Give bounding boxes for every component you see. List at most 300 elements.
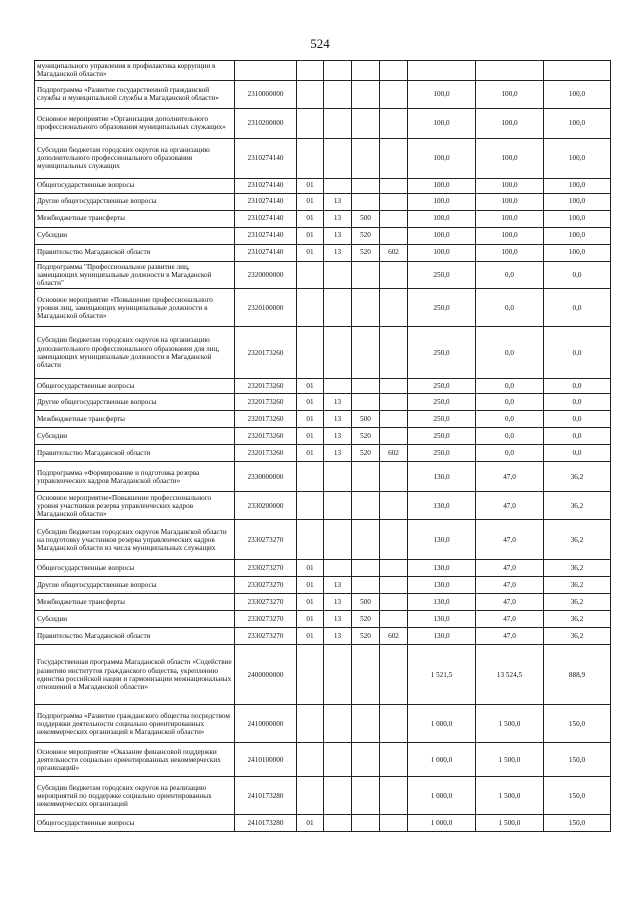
row-year2: 1 500,0 bbox=[476, 777, 544, 815]
row-csr: 2310274140 bbox=[235, 210, 297, 227]
row-gr bbox=[380, 594, 408, 611]
table-row bbox=[35, 492, 611, 520]
row-pr bbox=[324, 80, 352, 108]
row-year2: 1 500,0 bbox=[476, 743, 544, 777]
row-csr: 2310200000 bbox=[235, 108, 297, 138]
row-gr bbox=[380, 289, 408, 327]
table-row bbox=[35, 411, 611, 428]
row-csr: 2410173280 bbox=[235, 815, 297, 832]
row-csr bbox=[235, 61, 297, 81]
row-year1: 130,0 bbox=[408, 577, 476, 594]
row-rz: 01 bbox=[297, 445, 324, 462]
row-year3: 150,0 bbox=[544, 777, 611, 815]
row-year3: 36,2 bbox=[544, 611, 611, 628]
row-gr bbox=[380, 411, 408, 428]
table-row bbox=[35, 743, 611, 777]
row-rz bbox=[297, 777, 324, 815]
row-name: Другие общегосударственные вопросы bbox=[35, 394, 235, 411]
row-gr bbox=[380, 560, 408, 577]
row-csr: 2320173260 bbox=[235, 428, 297, 445]
row-pr: 13 bbox=[324, 445, 352, 462]
row-pr: 13 bbox=[324, 210, 352, 227]
row-gr bbox=[380, 492, 408, 520]
row-gr bbox=[380, 138, 408, 178]
row-pr bbox=[324, 462, 352, 492]
table-row bbox=[35, 577, 611, 594]
table-body bbox=[35, 61, 611, 832]
row-year3: 36,2 bbox=[544, 577, 611, 594]
row-year1: 130,0 bbox=[408, 520, 476, 560]
row-name: Межбюджетные трансферты bbox=[35, 210, 235, 227]
table-row bbox=[35, 777, 611, 815]
table-row bbox=[35, 327, 611, 379]
row-vr bbox=[352, 379, 380, 394]
row-rz bbox=[297, 743, 324, 777]
row-year1: 250,0 bbox=[408, 289, 476, 327]
row-name: Основное мероприятие «Повышение профессионального уровня лиц, замещающих муниципальные должности в Магаданской области» bbox=[35, 289, 235, 327]
row-year2: 1 500,0 bbox=[476, 705, 544, 743]
row-rz: 01 bbox=[297, 411, 324, 428]
row-vr bbox=[352, 645, 380, 705]
row-csr: 2330273270 bbox=[235, 594, 297, 611]
row-year2: 0,0 bbox=[476, 379, 544, 394]
row-vr: 520 bbox=[352, 244, 380, 261]
row-year2: 0,0 bbox=[476, 327, 544, 379]
row-gr bbox=[380, 80, 408, 108]
row-csr: 2320000000 bbox=[235, 261, 297, 289]
row-pr: 13 bbox=[324, 244, 352, 261]
row-csr: 2320100000 bbox=[235, 289, 297, 327]
row-year2: 0,0 bbox=[476, 394, 544, 411]
row-pr bbox=[324, 61, 352, 81]
row-year2: 47,0 bbox=[476, 560, 544, 577]
row-year2: 47,0 bbox=[476, 577, 544, 594]
row-name: Государственная программа Магаданской области «Содействие развитию институтов гражданского общества, укреплению единства российской нации и гармонизации межнациональных отношений в Магаданской области» bbox=[35, 645, 235, 705]
row-rz: 01 bbox=[297, 210, 324, 227]
table-row bbox=[35, 379, 611, 394]
row-year1: 1 000,0 bbox=[408, 777, 476, 815]
row-csr: 2310274140 bbox=[235, 244, 297, 261]
row-csr: 2330273270 bbox=[235, 577, 297, 594]
row-vr bbox=[352, 777, 380, 815]
row-gr bbox=[380, 577, 408, 594]
row-year2: 47,0 bbox=[476, 594, 544, 611]
row-rz bbox=[297, 492, 324, 520]
row-csr: 2330273270 bbox=[235, 560, 297, 577]
row-csr: 2330200000 bbox=[235, 492, 297, 520]
row-year2: 100,0 bbox=[476, 138, 544, 178]
row-year3: 0,0 bbox=[544, 327, 611, 379]
row-gr bbox=[380, 743, 408, 777]
row-year3: 0,0 bbox=[544, 379, 611, 394]
row-pr: 13 bbox=[324, 594, 352, 611]
row-gr bbox=[380, 327, 408, 379]
row-pr: 13 bbox=[324, 611, 352, 628]
row-csr: 2320173260 bbox=[235, 327, 297, 379]
row-name: Правительство Магаданской области bbox=[35, 244, 235, 261]
row-rz bbox=[297, 520, 324, 560]
row-gr bbox=[380, 394, 408, 411]
row-rz: 01 bbox=[297, 379, 324, 394]
table-row bbox=[35, 462, 611, 492]
row-name: Общегосударственные вопросы bbox=[35, 379, 235, 394]
table-row bbox=[35, 261, 611, 289]
row-pr bbox=[324, 327, 352, 379]
row-pr: 13 bbox=[324, 628, 352, 645]
row-year1 bbox=[408, 61, 476, 81]
row-year1: 250,0 bbox=[408, 445, 476, 462]
row-year3: 36,2 bbox=[544, 560, 611, 577]
row-vr bbox=[352, 815, 380, 832]
row-name: Субсидии бюджетам городских округов на организацию дополнительного профессионального образования муниципальных служащих bbox=[35, 138, 235, 178]
row-vr: 520 bbox=[352, 227, 380, 244]
row-pr bbox=[324, 743, 352, 777]
row-year3: 888,9 bbox=[544, 645, 611, 705]
row-year3: 150,0 bbox=[544, 705, 611, 743]
row-vr bbox=[352, 520, 380, 560]
row-year2: 100,0 bbox=[476, 244, 544, 261]
row-year1: 1 000,0 bbox=[408, 815, 476, 832]
table-row bbox=[35, 138, 611, 178]
row-year1: 130,0 bbox=[408, 462, 476, 492]
row-name: Подпрограмма «Развитие государственной гражданской службы и муниципальной службы в Магаданской области» bbox=[35, 80, 235, 108]
row-year2: 1 500,0 bbox=[476, 815, 544, 832]
row-year1: 130,0 bbox=[408, 628, 476, 645]
row-rz bbox=[297, 289, 324, 327]
row-gr bbox=[380, 428, 408, 445]
row-name: Субсидии bbox=[35, 227, 235, 244]
row-year2: 0,0 bbox=[476, 428, 544, 445]
row-year1: 250,0 bbox=[408, 394, 476, 411]
row-name: Правительство Магаданской области bbox=[35, 445, 235, 462]
row-name: Субсидии бюджетам городских округов Магаданской области на подготовку участников резерва управленческих кадров Магаданской области из числа муниципальных служащих bbox=[35, 520, 235, 560]
row-pr bbox=[324, 560, 352, 577]
row-csr: 2410100000 bbox=[235, 743, 297, 777]
row-name: Общегосударственные вопросы bbox=[35, 560, 235, 577]
row-pr bbox=[324, 520, 352, 560]
row-vr: 520 bbox=[352, 428, 380, 445]
table-row bbox=[35, 645, 611, 705]
row-gr bbox=[380, 815, 408, 832]
row-csr: 2310000000 bbox=[235, 80, 297, 108]
row-name: Межбюджетные трансферты bbox=[35, 411, 235, 428]
row-year2: 47,0 bbox=[476, 492, 544, 520]
row-csr: 2310274140 bbox=[235, 227, 297, 244]
row-vr: 520 bbox=[352, 628, 380, 645]
row-year3: 100,0 bbox=[544, 138, 611, 178]
table-row bbox=[35, 520, 611, 560]
row-year2: 100,0 bbox=[476, 210, 544, 227]
budget-table bbox=[34, 60, 611, 832]
row-vr bbox=[352, 80, 380, 108]
page-number: 524 bbox=[310, 36, 330, 51]
row-csr: 2330273270 bbox=[235, 520, 297, 560]
row-year1: 250,0 bbox=[408, 379, 476, 394]
table-row bbox=[35, 394, 611, 411]
row-pr: 13 bbox=[324, 193, 352, 210]
row-year1: 100,0 bbox=[408, 227, 476, 244]
table-row bbox=[35, 289, 611, 327]
row-gr bbox=[380, 61, 408, 81]
row-gr bbox=[380, 261, 408, 289]
row-year3: 100,0 bbox=[544, 178, 611, 193]
row-rz: 01 bbox=[297, 227, 324, 244]
row-year1: 250,0 bbox=[408, 428, 476, 445]
table-row bbox=[35, 61, 611, 81]
row-pr bbox=[324, 379, 352, 394]
row-year3: 150,0 bbox=[544, 815, 611, 832]
row-csr: 2320173260 bbox=[235, 379, 297, 394]
row-gr: 602 bbox=[380, 244, 408, 261]
row-year2: 100,0 bbox=[476, 80, 544, 108]
row-rz bbox=[297, 462, 324, 492]
row-rz bbox=[297, 327, 324, 379]
row-rz bbox=[297, 108, 324, 138]
row-csr: 2330273270 bbox=[235, 611, 297, 628]
row-csr: 2330273270 bbox=[235, 628, 297, 645]
row-gr bbox=[380, 108, 408, 138]
row-name: Подпрограмма "Профессиональное развитие лиц, замещающих муниципальные должности в Магаданской области" bbox=[35, 261, 235, 289]
row-vr bbox=[352, 560, 380, 577]
row-pr bbox=[324, 645, 352, 705]
row-name: Основное мероприятие«Повышение профессионального уровня участников резерва управленческих кадров Магаданской области» bbox=[35, 492, 235, 520]
table-row bbox=[35, 594, 611, 611]
row-year2: 47,0 bbox=[476, 520, 544, 560]
table-row bbox=[35, 108, 611, 138]
row-name: Подпрограмма «Формирование и подготовка резерва управленческих кадров Магаданской области» bbox=[35, 462, 235, 492]
row-year3: 100,0 bbox=[544, 80, 611, 108]
row-year1: 1 000,0 bbox=[408, 743, 476, 777]
row-pr bbox=[324, 777, 352, 815]
table-row bbox=[35, 560, 611, 577]
table-row bbox=[35, 428, 611, 445]
row-vr bbox=[352, 394, 380, 411]
row-vr: 500 bbox=[352, 411, 380, 428]
row-pr bbox=[324, 705, 352, 743]
row-year2: 0,0 bbox=[476, 445, 544, 462]
row-year1: 100,0 bbox=[408, 193, 476, 210]
row-gr bbox=[380, 705, 408, 743]
row-csr: 2310274140 bbox=[235, 178, 297, 193]
row-rz: 01 bbox=[297, 394, 324, 411]
row-gr: 602 bbox=[380, 628, 408, 645]
row-name: Субсидии bbox=[35, 428, 235, 445]
row-year1: 1 521,5 bbox=[408, 645, 476, 705]
row-year2: 47,0 bbox=[476, 462, 544, 492]
row-vr bbox=[352, 462, 380, 492]
row-year1: 100,0 bbox=[408, 108, 476, 138]
row-gr bbox=[380, 645, 408, 705]
row-rz bbox=[297, 61, 324, 81]
row-rz bbox=[297, 645, 324, 705]
table-row bbox=[35, 611, 611, 628]
row-rz: 01 bbox=[297, 193, 324, 210]
row-csr: 2330000000 bbox=[235, 462, 297, 492]
row-vr bbox=[352, 193, 380, 210]
table-row bbox=[35, 445, 611, 462]
row-name: Субсидии бюджетам городских округов на организацию дополнительного профессионального образования для лиц, замещающих муниципальные должности в Магаданской области bbox=[35, 327, 235, 379]
row-name: муниципального управления в профилактика коррупции в Магаданской области» bbox=[35, 61, 235, 81]
table-row bbox=[35, 705, 611, 743]
row-year3: 100,0 bbox=[544, 227, 611, 244]
row-pr bbox=[324, 289, 352, 327]
row-csr: 2320173260 bbox=[235, 445, 297, 462]
row-year3: 36,2 bbox=[544, 594, 611, 611]
row-year1: 130,0 bbox=[408, 594, 476, 611]
row-rz bbox=[297, 261, 324, 289]
row-year3: 100,0 bbox=[544, 108, 611, 138]
row-year3: 100,0 bbox=[544, 210, 611, 227]
row-rz: 01 bbox=[297, 594, 324, 611]
row-pr: 13 bbox=[324, 411, 352, 428]
row-year1: 130,0 bbox=[408, 492, 476, 520]
row-name: Другие общегосударственные вопросы bbox=[35, 193, 235, 210]
row-vr bbox=[352, 705, 380, 743]
row-year2: 100,0 bbox=[476, 108, 544, 138]
row-pr bbox=[324, 492, 352, 520]
row-year2 bbox=[476, 61, 544, 81]
row-vr bbox=[352, 327, 380, 379]
table-row bbox=[35, 815, 611, 832]
row-year3: 36,2 bbox=[544, 492, 611, 520]
table-row bbox=[35, 193, 611, 210]
row-gr bbox=[380, 379, 408, 394]
row-year1: 1 000,0 bbox=[408, 705, 476, 743]
row-pr bbox=[324, 178, 352, 193]
row-year3: 100,0 bbox=[544, 193, 611, 210]
row-year1: 130,0 bbox=[408, 560, 476, 577]
row-pr bbox=[324, 108, 352, 138]
row-year3: 0,0 bbox=[544, 445, 611, 462]
row-year2: 100,0 bbox=[476, 193, 544, 210]
row-gr bbox=[380, 210, 408, 227]
row-csr: 2310274140 bbox=[235, 138, 297, 178]
row-rz: 01 bbox=[297, 577, 324, 594]
row-year1: 250,0 bbox=[408, 411, 476, 428]
row-year3: 36,2 bbox=[544, 520, 611, 560]
row-year1: 100,0 bbox=[408, 138, 476, 178]
row-name: Правительство Магаданской области bbox=[35, 628, 235, 645]
table-row bbox=[35, 178, 611, 193]
row-rz: 01 bbox=[297, 244, 324, 261]
row-year3: 0,0 bbox=[544, 428, 611, 445]
row-gr bbox=[380, 178, 408, 193]
row-pr bbox=[324, 138, 352, 178]
row-year1: 100,0 bbox=[408, 80, 476, 108]
row-year1: 100,0 bbox=[408, 244, 476, 261]
row-year3: 36,2 bbox=[544, 628, 611, 645]
row-rz: 01 bbox=[297, 628, 324, 645]
row-vr bbox=[352, 261, 380, 289]
row-vr bbox=[352, 61, 380, 81]
row-csr: 2320173260 bbox=[235, 394, 297, 411]
row-year1: 100,0 bbox=[408, 178, 476, 193]
row-name: Субсидии bbox=[35, 611, 235, 628]
row-vr bbox=[352, 577, 380, 594]
row-year3: 0,0 bbox=[544, 411, 611, 428]
row-csr: 2410173280 bbox=[235, 777, 297, 815]
row-pr: 13 bbox=[324, 227, 352, 244]
row-vr bbox=[352, 178, 380, 193]
row-year3: 36,2 bbox=[544, 462, 611, 492]
row-gr bbox=[380, 520, 408, 560]
row-name: Основное мероприятие «Организация дополнительного профессионального образования муниципальных служащих» bbox=[35, 108, 235, 138]
row-year3: 100,0 bbox=[544, 244, 611, 261]
row-gr: 602 bbox=[380, 445, 408, 462]
row-year2: 100,0 bbox=[476, 178, 544, 193]
row-year2: 0,0 bbox=[476, 289, 544, 327]
row-year1: 250,0 bbox=[408, 327, 476, 379]
row-csr: 2310274140 bbox=[235, 193, 297, 210]
table-row bbox=[35, 80, 611, 108]
row-year2: 47,0 bbox=[476, 628, 544, 645]
row-year2: 0,0 bbox=[476, 261, 544, 289]
row-vr: 500 bbox=[352, 210, 380, 227]
row-year2: 13 524,5 bbox=[476, 645, 544, 705]
row-gr bbox=[380, 227, 408, 244]
table-row bbox=[35, 244, 611, 261]
row-pr: 13 bbox=[324, 394, 352, 411]
row-year1: 130,0 bbox=[408, 611, 476, 628]
row-csr: 2410000000 bbox=[235, 705, 297, 743]
row-csr: 2320173260 bbox=[235, 411, 297, 428]
row-year3: 150,0 bbox=[544, 743, 611, 777]
row-vr bbox=[352, 108, 380, 138]
row-vr bbox=[352, 289, 380, 327]
table-row bbox=[35, 628, 611, 645]
table-row bbox=[35, 227, 611, 244]
row-name: Другие общегосударственные вопросы bbox=[35, 577, 235, 594]
row-name: Субсидии бюджетам городских округов на реализацию мероприятий по поддержке социально ориентированных некоммерческих организаций bbox=[35, 777, 235, 815]
row-gr bbox=[380, 462, 408, 492]
row-vr: 500 bbox=[352, 594, 380, 611]
row-year3 bbox=[544, 61, 611, 81]
row-rz bbox=[297, 80, 324, 108]
row-gr bbox=[380, 777, 408, 815]
row-year3: 0,0 bbox=[544, 394, 611, 411]
row-rz: 01 bbox=[297, 428, 324, 445]
row-pr bbox=[324, 261, 352, 289]
row-year2: 47,0 bbox=[476, 611, 544, 628]
row-vr: 520 bbox=[352, 611, 380, 628]
row-name: Общегосударственные вопросы bbox=[35, 178, 235, 193]
row-name: Подпрограмма «Развитие гражданского общества посредством поддержки деятельности социально ориентированных некоммерческих организаций в Магаданской области» bbox=[35, 705, 235, 743]
row-year2: 0,0 bbox=[476, 411, 544, 428]
row-year2: 100,0 bbox=[476, 227, 544, 244]
row-rz bbox=[297, 138, 324, 178]
row-year3: 0,0 bbox=[544, 289, 611, 327]
row-gr bbox=[380, 193, 408, 210]
row-name: Общегосударственные вопросы bbox=[35, 815, 235, 832]
row-rz: 01 bbox=[297, 178, 324, 193]
row-vr bbox=[352, 492, 380, 520]
row-rz: 01 bbox=[297, 560, 324, 577]
row-year3: 0,0 bbox=[544, 261, 611, 289]
row-name: Межбюджетные трансферты bbox=[35, 594, 235, 611]
row-gr bbox=[380, 611, 408, 628]
row-csr: 2400000000 bbox=[235, 645, 297, 705]
row-rz: 01 bbox=[297, 815, 324, 832]
row-year1: 100,0 bbox=[408, 210, 476, 227]
row-rz bbox=[297, 705, 324, 743]
row-pr bbox=[324, 815, 352, 832]
row-pr: 13 bbox=[324, 428, 352, 445]
row-year1: 250,0 bbox=[408, 261, 476, 289]
row-pr: 13 bbox=[324, 577, 352, 594]
row-vr bbox=[352, 138, 380, 178]
table-row bbox=[35, 210, 611, 227]
row-vr bbox=[352, 743, 380, 777]
